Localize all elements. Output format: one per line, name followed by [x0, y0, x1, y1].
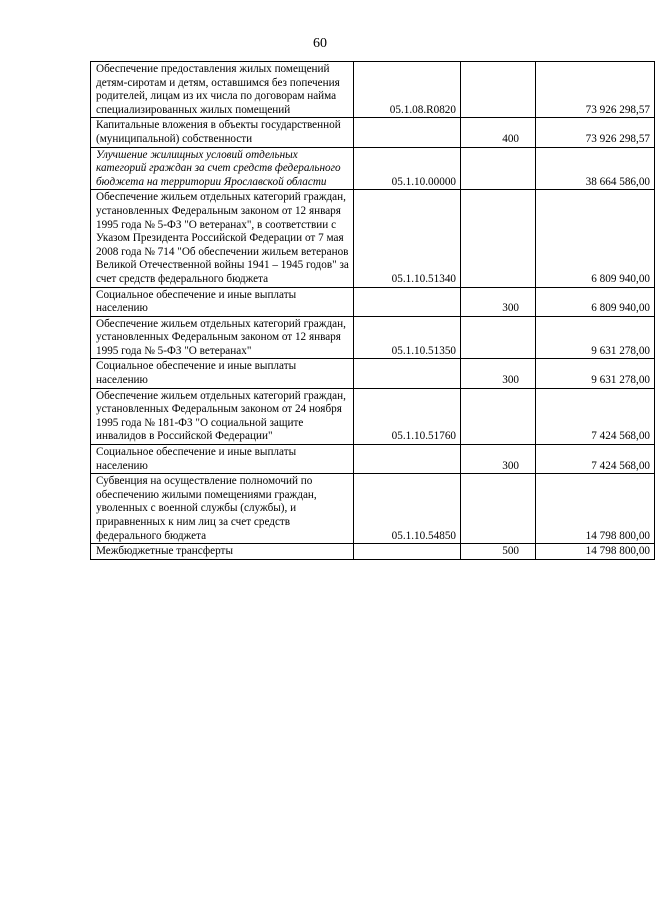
table-row [91, 316, 655, 359]
row-name: Социальное обеспечение и иные выплаты населению [91, 287, 354, 316]
row-type [461, 316, 536, 359]
row-code [354, 287, 461, 316]
row-type [461, 147, 536, 190]
row-type [461, 190, 536, 287]
row-type: 400 [461, 118, 536, 147]
table-row [91, 118, 655, 147]
row-code [354, 118, 461, 147]
budget-table [90, 61, 655, 560]
row-sum: 73 926 298,57 [536, 118, 655, 147]
row-sum: 38 664 586,00 [536, 147, 655, 190]
row-name: Социальное обеспечение и иные выплаты населению [91, 445, 354, 474]
row-code: 05.1.10.51760 [354, 388, 461, 444]
row-code: 05.1.10.51350 [354, 316, 461, 359]
row-name: Улучшение жилищных условий отдельных категорий граждан за счет средств федерального бюджета на территории Ярославской области [91, 147, 354, 190]
table-row [91, 147, 655, 190]
row-sum: 6 809 940,00 [536, 190, 655, 287]
row-sum: 14 798 800,00 [536, 474, 655, 544]
row-name: Субвенция на осуществление полномочий по обеспечению жилыми помещениями граждан, уволенных с военной службы (службы), и приравненных к ним лиц за счет средств федерального бюджета [91, 474, 354, 544]
row-code [354, 359, 461, 388]
row-sum: 6 809 940,00 [536, 287, 655, 316]
row-type: 500 [461, 544, 536, 560]
row-sum: 7 424 568,00 [536, 388, 655, 444]
row-sum: 9 631 278,00 [536, 359, 655, 388]
table-row [91, 544, 655, 560]
row-name: Обеспечение предоставления жилых помещений детям-сиротам и детям, оставшимся без попечения родителей, лицам из их числа по договорам найма специализированных жилых помещений [91, 62, 354, 118]
row-sum: 7 424 568,00 [536, 445, 655, 474]
row-type [461, 474, 536, 544]
row-type [461, 388, 536, 444]
row-name: Межбюджетные трансферты [91, 544, 354, 560]
row-type: 300 [461, 287, 536, 316]
page-number: 60 [313, 36, 327, 51]
table-row [91, 287, 655, 316]
row-code [354, 544, 461, 560]
row-sum: 14 798 800,00 [536, 544, 655, 560]
row-name: Обеспечение жильем отдельных категорий граждан, установленных Федеральным законом от 12 января 1995 года № 5-ФЗ "О ветеранах" [91, 316, 354, 359]
table-row [91, 445, 655, 474]
row-sum: 9 631 278,00 [536, 316, 655, 359]
row-code: 05.1.08.R0820 [354, 62, 461, 118]
table-row [91, 388, 655, 444]
row-name: Обеспечение жильем отдельных категорий граждан, установленных Федеральным законом от 12 января 1995 года № 5-ФЗ "О ветеранах", в соответствии с Указом Президента Российской Федерации от 7 мая 2008 года № 714 "Об обеспечении жильем ветеранов Великой Отечественной войны 1941 – 1945 годов" за счет средств федерального бюджета [91, 190, 354, 287]
row-type [461, 62, 536, 118]
table-row [91, 359, 655, 388]
row-name: Социальное обеспечение и иные выплаты населению [91, 359, 354, 388]
table-row [91, 474, 655, 544]
row-type: 300 [461, 359, 536, 388]
row-name: Капитальные вложения в объекты государственной (муниципальной) собственности [91, 118, 354, 147]
row-sum: 73 926 298,57 [536, 62, 655, 118]
row-type: 300 [461, 445, 536, 474]
row-code [354, 445, 461, 474]
row-code: 05.1.10.51340 [354, 190, 461, 287]
table-row [91, 62, 655, 118]
row-name: Обеспечение жильем отдельных категорий граждан, установленных Федеральным законом от 24 ноября 1995 года № 181-ФЗ "О социальной защите инвалидов в Российской Федерации" [91, 388, 354, 444]
row-code: 05.1.10.00000 [354, 147, 461, 190]
row-code: 05.1.10.54850 [354, 474, 461, 544]
table-row [91, 190, 655, 287]
budget-table-body [91, 62, 655, 560]
